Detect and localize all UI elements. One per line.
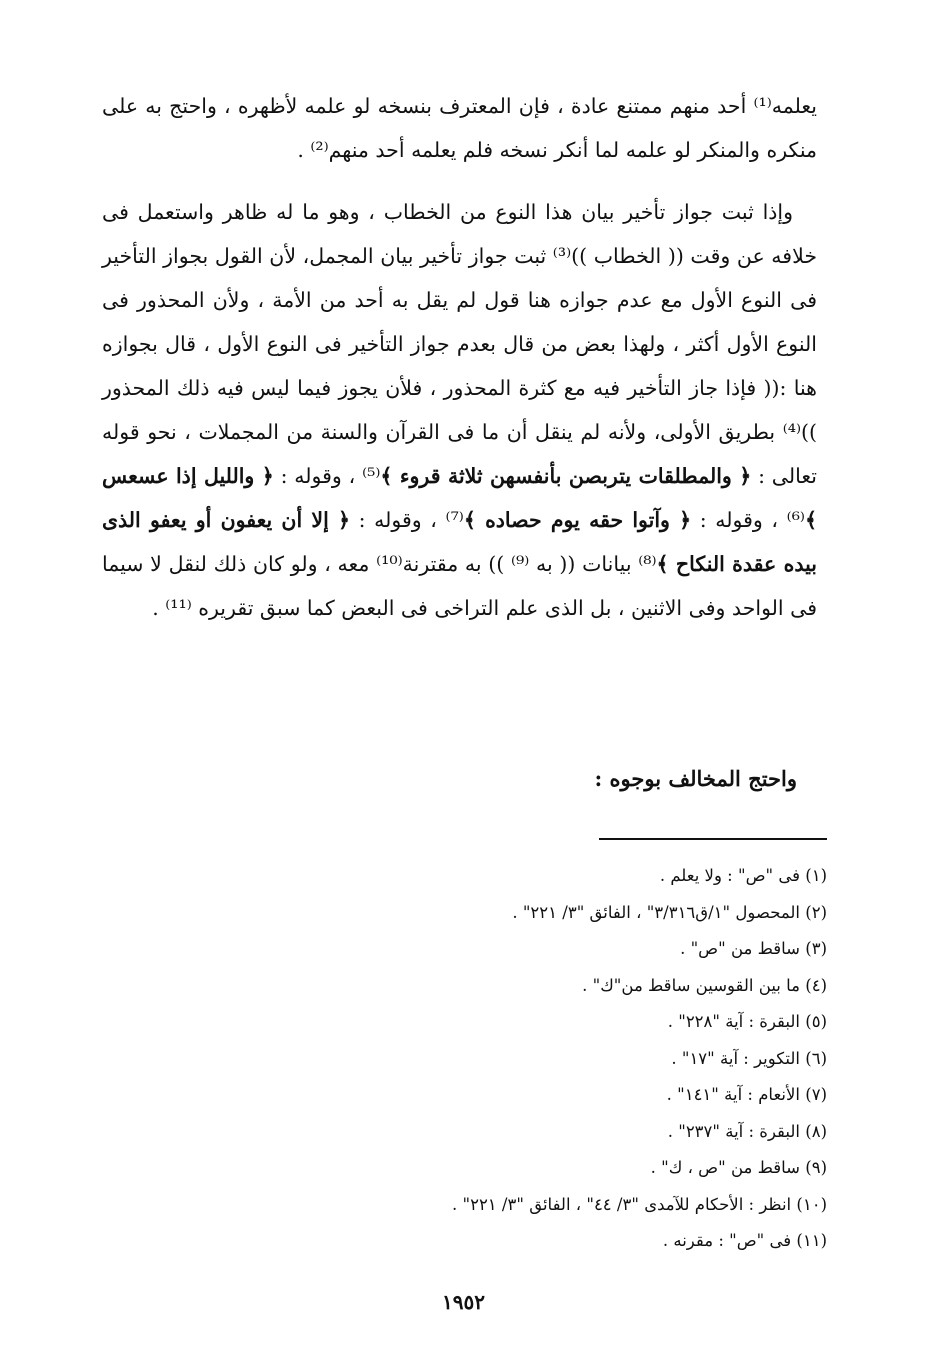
- ref-7: ⁽⁷⁾ ، وقوله :: [358, 508, 464, 532]
- quran-quote-2: ﴿ والليل إذا عسعس ﴾: [102, 464, 817, 532]
- footnote-2: (٢) المحصول "١/ق٣/٣١٦" ، الفائق "٣/ ٢٢١" .: [512, 902, 827, 922]
- paragraph-2: [102, 190, 817, 630]
- quran-quote-4: ﴿ إلا أن يعفون أو يعفو الذى بيده عقدة النكاح ﴾: [102, 508, 817, 576]
- ref-6: ⁽⁶⁾ ، وقوله :: [699, 508, 805, 532]
- footnote-11: (١١) فى "ص" : مقرنه .: [662, 1231, 827, 1250]
- footnote-3: (٣) ساقط من "ص" .: [680, 939, 827, 958]
- section-heading: واحتج المخالف بوجوه :: [594, 766, 797, 791]
- footnote-7: (٧) الأنعام : آية "١٤١" .: [666, 1085, 827, 1104]
- footnotes: [267, 858, 827, 1260]
- footnote-10: (١٠) انظر : الأحكام للآمدى "٣/ ٤٤" ، الفائق "٣/ ٢٢١" .: [451, 1194, 827, 1214]
- footnote-9: (٩) ساقط من "ص ، ك" .: [650, 1158, 827, 1177]
- quran-quote-3: ﴿ وآتوا حقه يوم حصاده ﴾: [463, 508, 692, 532]
- footnote-1: (١) فى "ص" : ولا يعلم .: [659, 866, 827, 885]
- page-number: ١٩٥٢: [442, 1290, 485, 1314]
- paragraph-2-text-a: وإذا ثبت جواز تأخير بيان هذا النوع من الخطاب ، وهو ما له ظاهر واستعمل فى خلافه عن وقت (( الخطاب ))⁽³⁾ ثبت جواز تأخير بيان المجمل، لأن القول بجواز التأخير فى النوع الأول مع عدم جوازه هنا قول لم يقل به أحد من الأمة ، ولأن المحذور فى النوع الأول أكثر ، ولهذا بعض من قال بعدم جواز التأخير فى النوع الأول ، قال بجوازه هنا :(( فإذا جاز التأخير فيه مع كثرة المحذور ، فلأن يجوز فيما ليس فيه ذلك المحذور ))⁽⁴⁾ بطريق الأولى، ولأنه لم ينقل أن ما فى القرآن والسنة من المجملات ، نحو قوله تعالى :: [102, 200, 817, 488]
- footnote-4: (٤) ما بين القوسين ساقط من"ك" .: [582, 975, 827, 995]
- ref-5: ⁽⁵⁾ ، وقوله :: [280, 464, 381, 488]
- paragraph-2-text-b: ⁽⁸⁾ بيانات (( به ⁽⁹⁾ )) به مقترنة⁽¹⁰⁾ معه ، ولو كان ذلك لنقل لا سيما فى الواحد وفى الاثنين ، بل الذى علم التراخى فى البعض كما سبق تقريره ⁽¹¹⁾ .: [102, 552, 817, 620]
- footnote-5: (٥) البقرة : آية "٢٢٨" .: [667, 1012, 827, 1031]
- main-text: [102, 84, 817, 630]
- paragraph-1: يعلمه⁽¹⁾ أحد منهم ممتنع عادة ، فإن المعترف بنسخه لو علمه لأظهره ، واحتج به على منكره والمنكر لو علمه لما أنكر نسخه فلم يعلمه أحد منهم⁽²⁾ .: [102, 94, 817, 162]
- footnote-8: (٨) البقرة : آية "٢٣٧" .: [667, 1121, 827, 1141]
- footnote-divider: [599, 838, 827, 840]
- quran-quote-1: ﴿ والمطلقات يتربصن بأنفسهن ثلاثة قروء ﴾: [380, 464, 752, 488]
- footnote-6: (٦) التكوير : آية "١٧" .: [671, 1048, 827, 1068]
